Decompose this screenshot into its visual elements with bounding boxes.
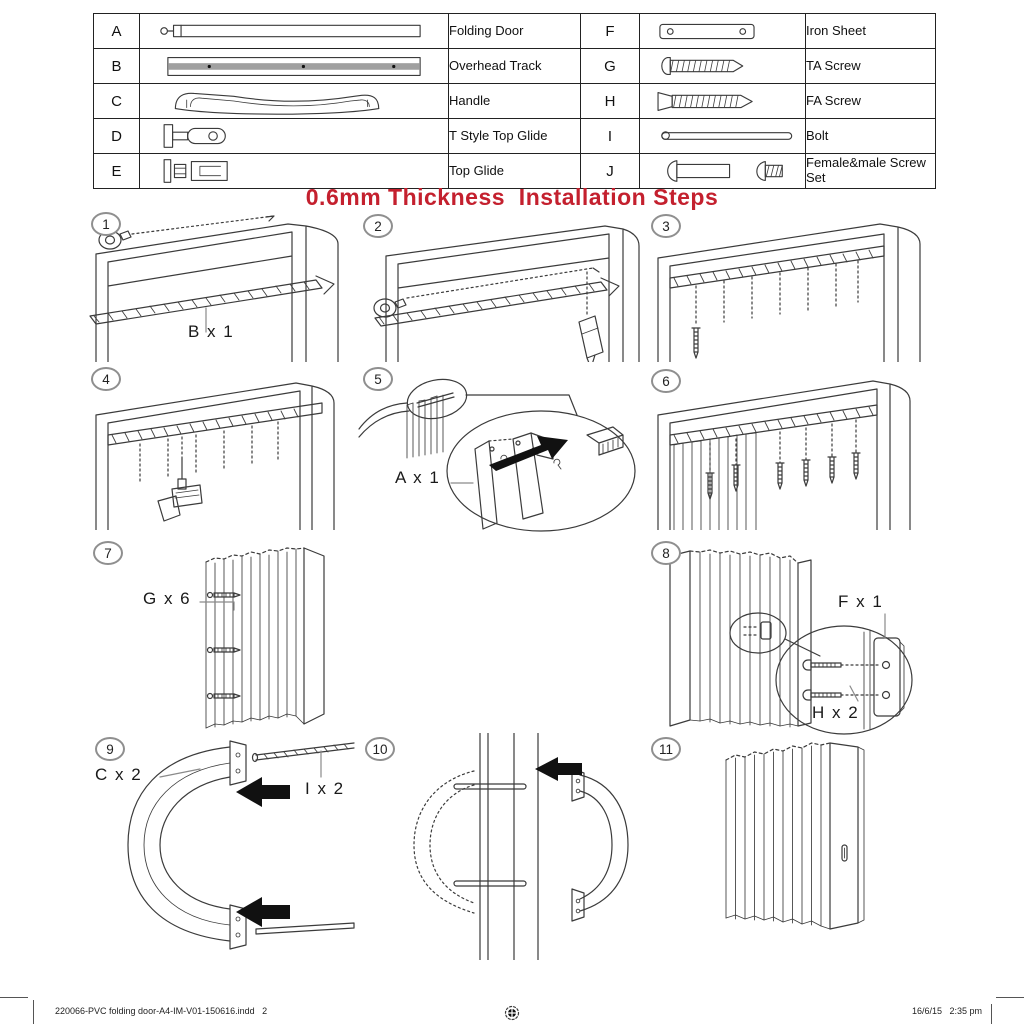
iron-sheet-mounting-diagram <box>648 538 935 735</box>
part-letter: D <box>94 119 140 154</box>
hang-door-fix-screws-diagram <box>648 363 933 530</box>
step-10-badge: 10 <box>365 737 395 761</box>
part-letter: J <box>581 154 640 189</box>
part-letter: E <box>94 154 140 189</box>
top-glide-diagram <box>140 155 448 187</box>
step-1-part-label: B x 1 <box>188 322 235 341</box>
part-name: Folding Door <box>449 14 581 49</box>
part-name: TA Screw <box>806 49 936 84</box>
footer-file-name: 220066-PVC folding door-A4-IM-V01-150616.indd 2 <box>55 1006 268 1016</box>
step-9 <box>88 733 360 960</box>
step-8-badge: 8 <box>651 541 681 565</box>
step-5-part-label: A x 1 <box>395 468 441 487</box>
attach-handles-both-sides-diagram <box>362 733 642 960</box>
part-letter: F <box>581 14 640 49</box>
overhead-track-diagram <box>140 50 448 82</box>
part-letter: A <box>94 14 140 49</box>
drill-track-to-frame-diagram <box>88 363 350 530</box>
parts-row-d-i <box>94 119 936 154</box>
female-male-screw-set-diagram <box>640 155 805 187</box>
iron-sheet-diagram <box>640 15 805 47</box>
parts-row-b-g <box>94 49 936 84</box>
crop-mark-bottom-right-h <box>996 997 1024 998</box>
finished-folding-door-diagram <box>648 733 933 960</box>
part-name: Handle <box>449 84 581 119</box>
insert-door-glide-into-track-diagram <box>355 363 645 535</box>
step-3 <box>648 210 935 362</box>
step-6-badge: 6 <box>651 369 681 393</box>
parts-row-c-h <box>94 84 936 119</box>
step-4 <box>88 363 350 530</box>
t-style-top-glide-diagram <box>140 120 448 152</box>
part-name: Top Glide <box>449 154 581 189</box>
folding-door-diagram <box>140 15 448 47</box>
crop-mark-bottom-left-h <box>0 997 28 998</box>
ta-screw-diagram <box>640 50 805 82</box>
step-1 <box>88 210 350 362</box>
step-1-badge: 1 <box>91 212 121 236</box>
part-name: Iron Sheet <box>806 14 936 49</box>
part-letter: C <box>94 84 140 119</box>
screw-positions-under-track-diagram <box>648 210 935 362</box>
mark-drill-points-diagram <box>355 210 645 362</box>
step-8-part-label-h: H x 2 <box>812 703 860 722</box>
parts-row-a-f <box>94 14 936 49</box>
part-name: FA Screw <box>806 84 936 119</box>
step-7-part-label: G x 6 <box>143 589 192 608</box>
fix-door-edge-screws-diagram <box>88 538 350 735</box>
part-letter: H <box>581 84 640 119</box>
bolt-diagram <box>640 120 805 152</box>
step-9-badge: 9 <box>95 737 125 761</box>
part-name: Bolt <box>806 119 936 154</box>
step-2-badge: 2 <box>363 214 393 238</box>
step-8 <box>648 538 935 735</box>
step-9-part-label-c: C x 2 <box>95 765 143 784</box>
parts-table <box>93 13 936 189</box>
handle-diagram <box>140 85 448 117</box>
step-4-badge: 4 <box>91 367 121 391</box>
part-letter: B <box>94 49 140 84</box>
step-2 <box>355 210 645 362</box>
step-7-badge: 7 <box>93 541 123 565</box>
step-5-badge: 5 <box>363 367 393 391</box>
part-letter: I <box>581 119 640 154</box>
registration-mark <box>503 1004 521 1022</box>
crop-mark-bottom-left-v <box>33 1000 34 1024</box>
step-11-badge: 11 <box>651 737 681 761</box>
step-8-part-label-f: F x 1 <box>838 592 884 611</box>
step-9-part-label-i: I x 2 <box>305 779 345 798</box>
step-5 <box>355 363 645 535</box>
crop-mark-bottom-right-v <box>991 1004 992 1024</box>
part-name: Overhead Track <box>449 49 581 84</box>
step-6 <box>648 363 933 530</box>
part-name: Female&male Screw Set <box>806 154 936 189</box>
footer-timestamp: 16/6/15 2:35 pm <box>911 1006 982 1016</box>
step-7 <box>88 538 350 735</box>
part-letter: G <box>581 49 640 84</box>
part-name: T Style Top Glide <box>449 119 581 154</box>
fa-screw-diagram <box>640 85 805 117</box>
page-title: 0.6mm Thickness Installation Steps <box>305 184 719 210</box>
step-3-badge: 3 <box>651 214 681 238</box>
step-11 <box>648 733 933 960</box>
step-10 <box>362 733 642 960</box>
